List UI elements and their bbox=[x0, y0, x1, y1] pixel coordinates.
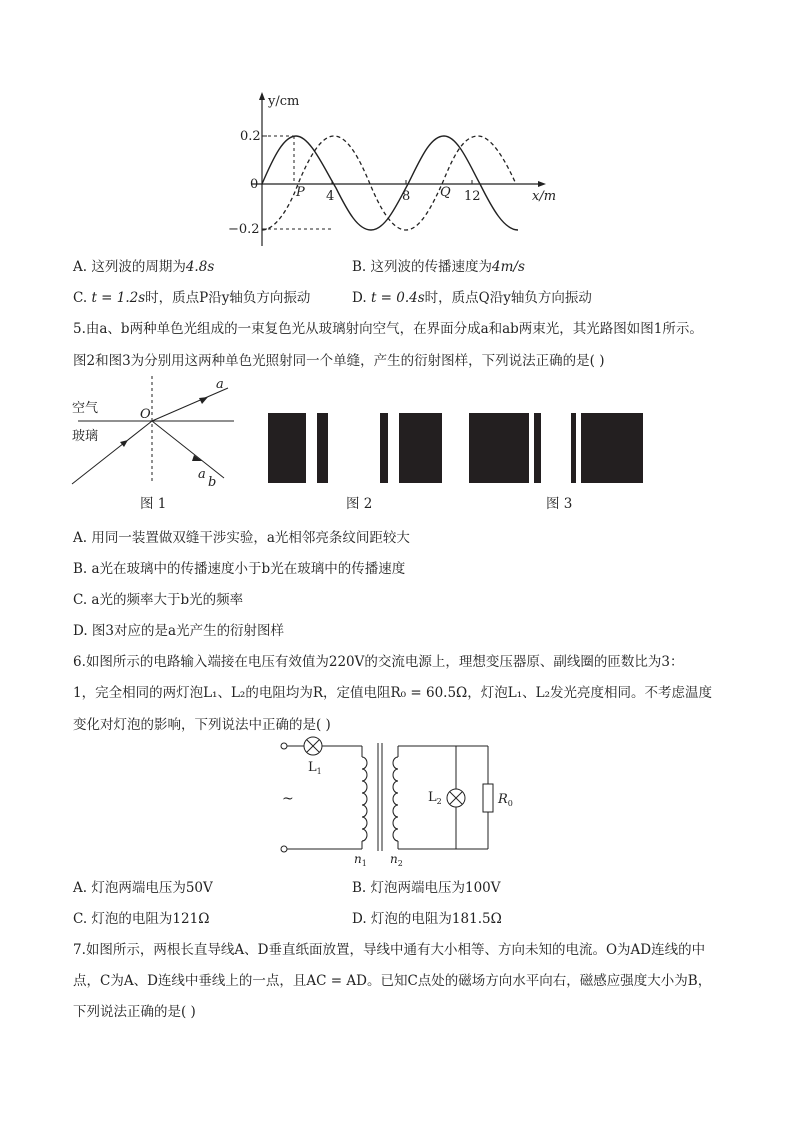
q6-option-a[interactable]: A. 灯泡两端电压为50V bbox=[73, 880, 213, 896]
q5-stem-line1: 5.由a、b两种单色光组成的一束复色光从玻璃射向空气，在界面分成a和ab两束光，其光路图如图1所示。 bbox=[73, 321, 703, 337]
tick-y-bottom: −0.2 bbox=[228, 222, 260, 237]
q5-option-d[interactable]: D. 图3对应的是a光产生的衍射图样 bbox=[73, 623, 285, 639]
l1-label: $L_1$ bbox=[308, 760, 322, 776]
solid-wave bbox=[262, 136, 518, 230]
fig2-caption: 图 2 bbox=[346, 496, 373, 512]
q5-option-b[interactable]: B. a光在玻璃中的传播速度小于b光在玻璃中的传播速度 bbox=[73, 561, 406, 577]
fig1-air-label: 空气 bbox=[72, 401, 99, 416]
point-q-label: Q bbox=[440, 185, 451, 200]
tick-y-top: 0.2 bbox=[240, 129, 261, 144]
r0-label: $R_0$ bbox=[498, 792, 513, 808]
tick-x-4: 4 bbox=[326, 189, 335, 204]
q4-option-d[interactable]: D. t = 0.4s时，质点Q沿y轴负方向振动 bbox=[352, 290, 592, 306]
fig1-b-bottom: b bbox=[208, 475, 217, 490]
dashed-wave bbox=[262, 136, 516, 230]
tick-x-12: 12 bbox=[464, 189, 481, 204]
q4-option-b[interactable]: B. 这列波的传播速度为4m/s bbox=[352, 259, 525, 275]
q6-option-c[interactable]: C. 灯泡的电阻为121Ω bbox=[73, 911, 210, 927]
x-axis-label: x/m bbox=[532, 189, 557, 204]
q5-stem-line2: 图2和图3为分别用这两种单色光照射同一个单缝，产生的衍射图样，下列说法正确的是( ) bbox=[73, 353, 605, 369]
n2-label: $n_2$ bbox=[390, 852, 403, 868]
fig1-a-bottom: a bbox=[198, 467, 206, 482]
y-axis-label: y/cm bbox=[268, 94, 300, 109]
q6-stem-line1: 6.如图所示的电路输入端接在电压有效值为220V的交流电源上，理想变压器原、副线圈的匝数比为3： bbox=[73, 654, 684, 670]
q6-option-d[interactable]: D. 灯泡的电阻为181.5Ω bbox=[352, 911, 502, 927]
fig3-caption: 图 3 bbox=[546, 496, 573, 512]
fig2-diffraction bbox=[268, 413, 442, 483]
tick-x-8: 8 bbox=[402, 189, 411, 204]
origin-label: 0 bbox=[250, 177, 259, 192]
ac-source-symbol: ~ bbox=[282, 791, 294, 807]
fig1-a-top: a bbox=[216, 377, 224, 392]
q4-option-a[interactable]: A. 这列波的周期为4.8s bbox=[73, 259, 215, 275]
point-p-label: P bbox=[296, 185, 305, 200]
q5-option-a[interactable]: A. 用同一装置做双缝干涉实验，a光相邻亮条纹间距较大 bbox=[73, 530, 410, 546]
fig1-glass-label: 玻璃 bbox=[72, 429, 99, 444]
q6-stem-line3: 变化对灯泡的影响，下列说法中正确的是( ) bbox=[73, 717, 331, 733]
wave-graph bbox=[228, 88, 580, 248]
q6-option-b[interactable]: B. 灯泡两端电压为100V bbox=[352, 880, 501, 896]
fig3-diffraction bbox=[469, 413, 643, 483]
l2-label: $L_2$ bbox=[428, 790, 442, 806]
q5-option-c[interactable]: C. a光的频率大于b光的频率 bbox=[73, 592, 244, 608]
resistor-r0-icon bbox=[483, 784, 493, 812]
q7-line1: 7.如图所示，两根长直导线A、D垂直纸面放置，导线中通有大小相等、方向未知的电流。O为AD连线的中 bbox=[73, 942, 706, 958]
n1-label: $n_1$ bbox=[354, 852, 367, 868]
q7-line3: 下列说法正确的是( ) bbox=[73, 1004, 196, 1020]
fig1-o-label: O bbox=[140, 407, 151, 422]
q7-line2: 点，C为A、D连线中垂线上的一点，且AC = AD。已知C点处的磁场方向水平向右，磁感应强度大小为B， bbox=[73, 973, 712, 989]
fig1-caption: 图 1 bbox=[140, 496, 167, 512]
transformer-circuit bbox=[270, 735, 520, 870]
q6-stem-line2: 1，完全相同的两灯泡L₁、L₂的电阻均为R，定值电阻R₀ = 60.5Ω，灯泡L₁、L₂发光亮度相同。不考虑温度 bbox=[73, 685, 712, 701]
q4-option-c[interactable]: C. t = 1.2s时，质点P沿y轴负方向振动 bbox=[73, 290, 311, 306]
